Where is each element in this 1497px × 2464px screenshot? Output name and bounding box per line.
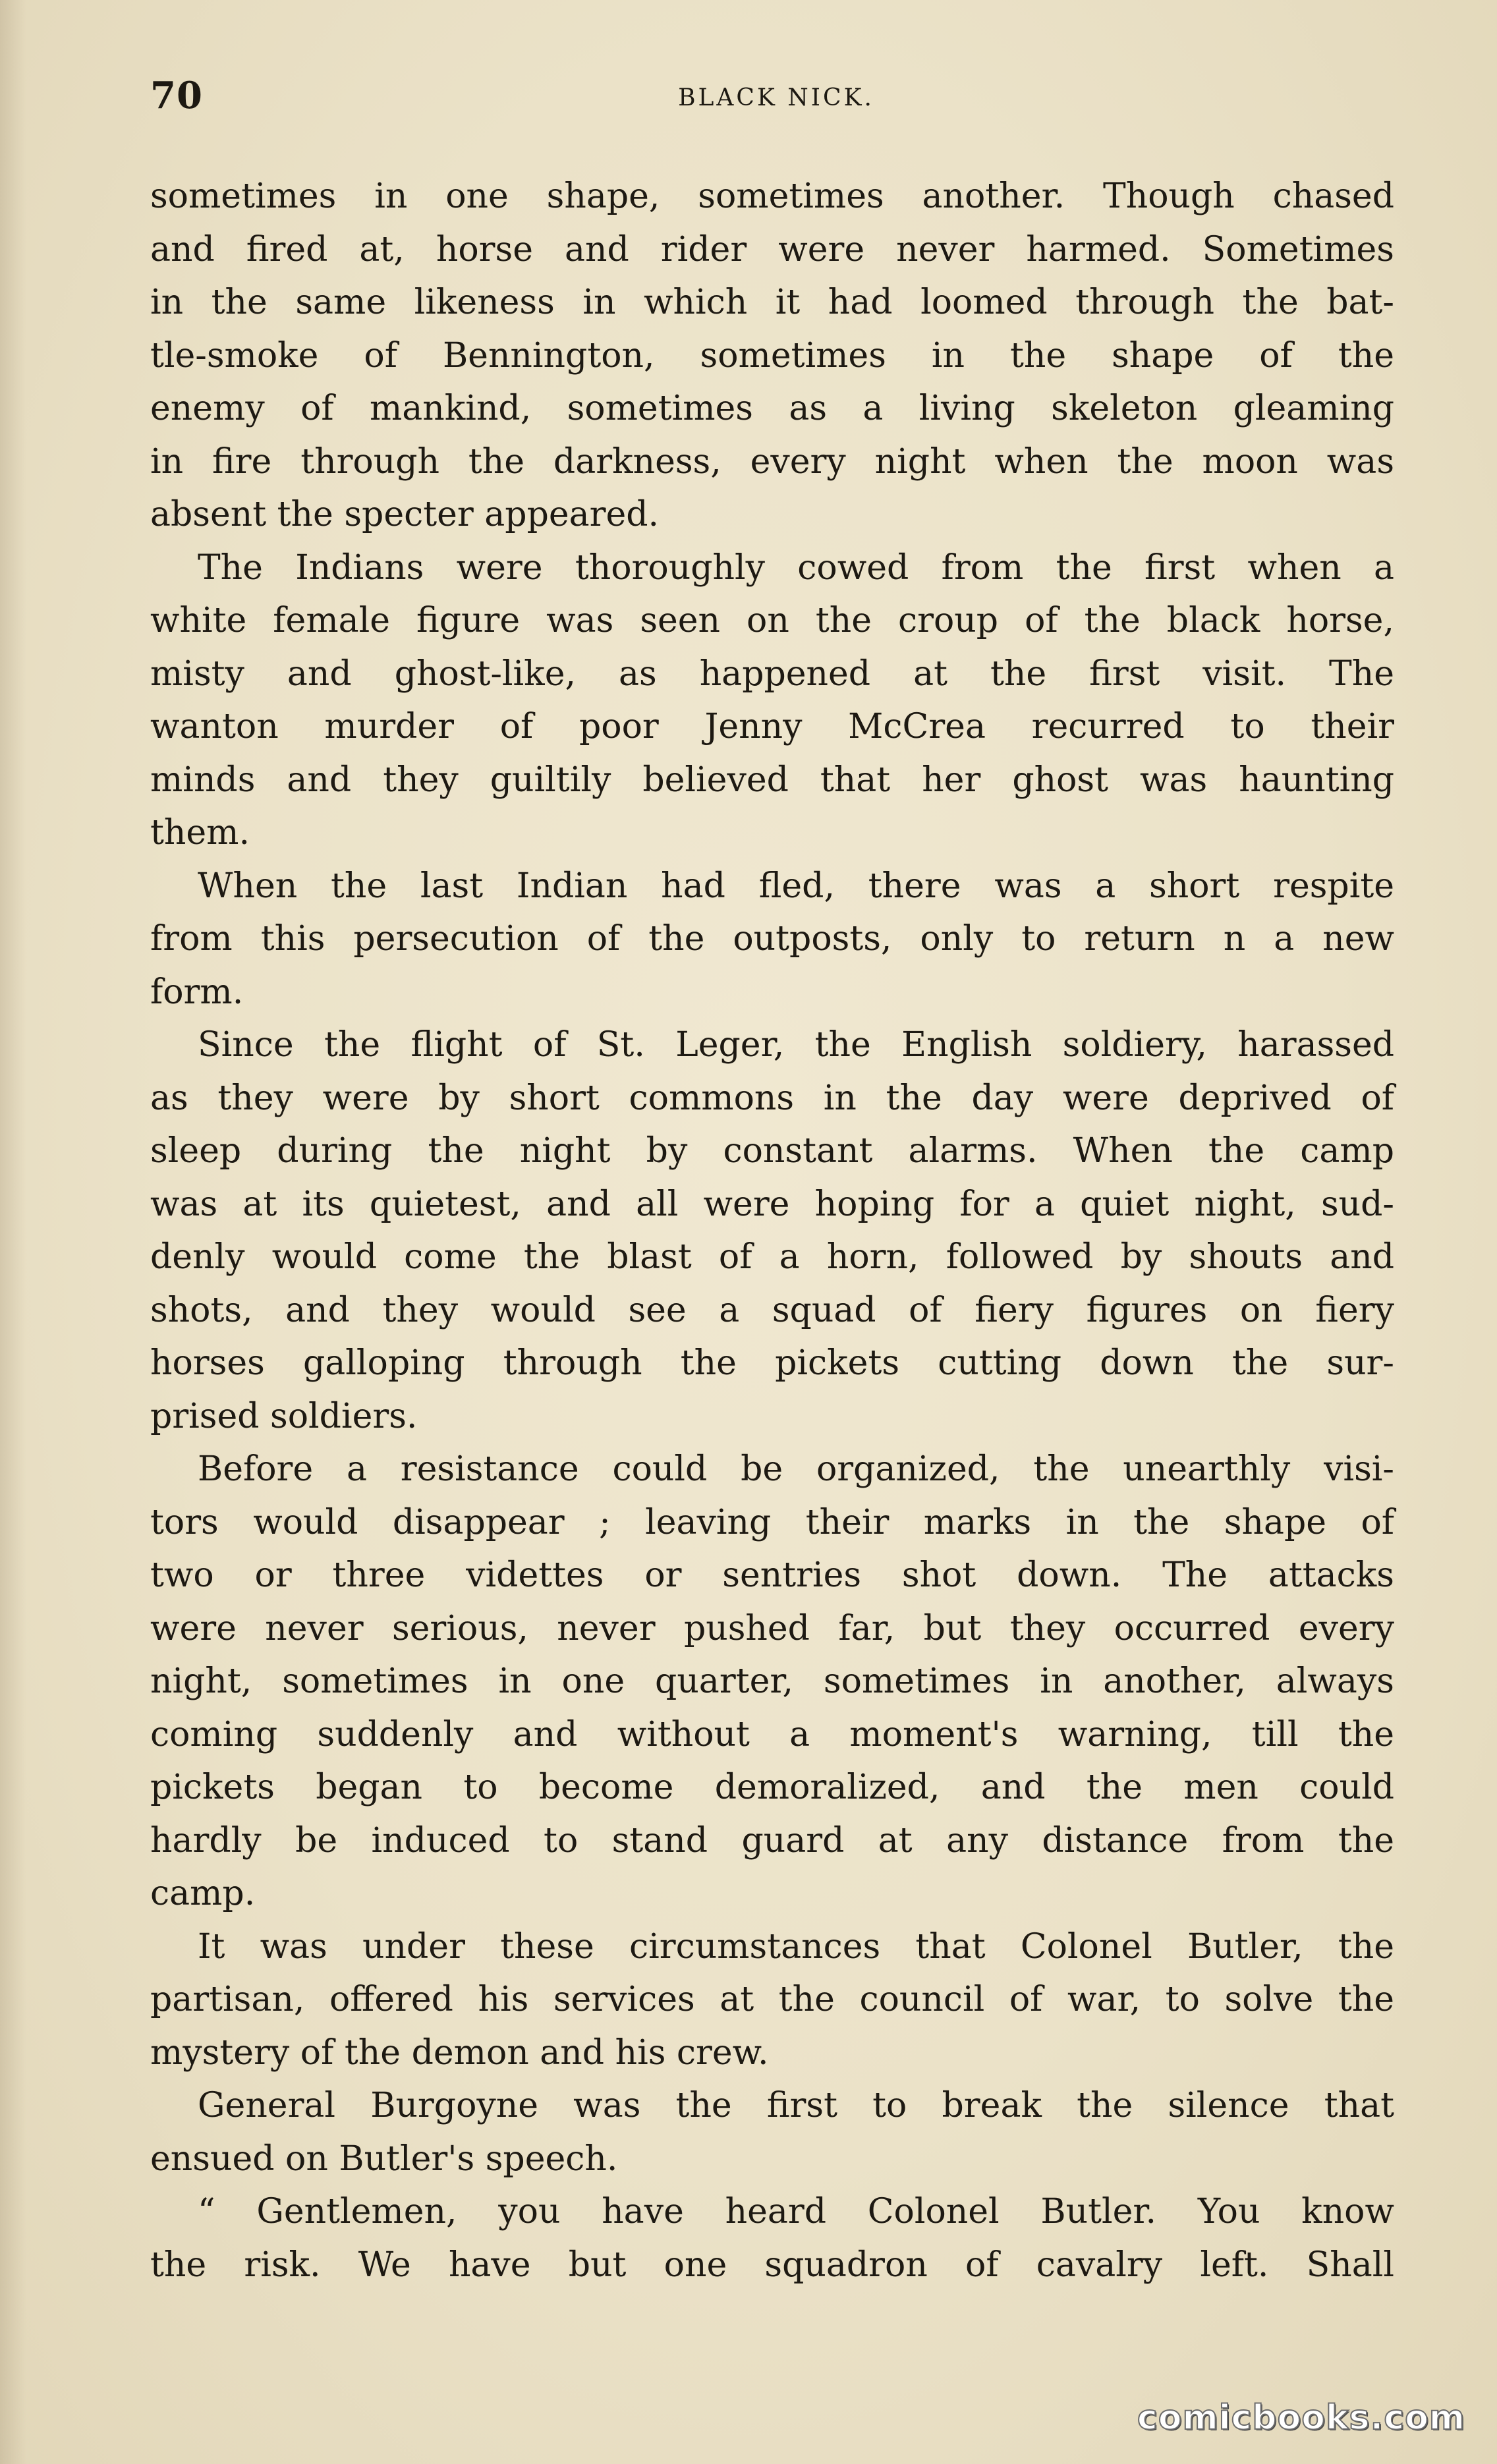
- text-line: white female figure was seen on the croup of the black horse,: [150, 601, 1394, 640]
- text-line: were never serious, never pushed far, but they occurred every: [150, 1608, 1394, 1648]
- text-line: mystery of the demon and his crew.: [150, 2032, 769, 2073]
- text-line: hardly be induced to stand guard at any distance from the: [150, 1820, 1394, 1861]
- text-line: It was under these circumstances that Colonel Butler, the: [198, 1926, 1394, 1967]
- text-line: form.: [150, 972, 244, 1012]
- text-line: shots, and they would see a squad of fiery figures on fiery: [150, 1290, 1394, 1330]
- body-text: [150, 170, 1394, 2291]
- text-line: from this persecution of the outposts, only to return n a new: [150, 919, 1394, 959]
- text-line: horses galloping through the pickets cutting down the sur-: [150, 1343, 1394, 1383]
- text-line: pickets began to become demoralized, and the men could: [150, 1768, 1394, 1807]
- text-line: Before a resistance could be organized, the unearthly visi-: [198, 1449, 1394, 1489]
- text-line: as they were by short commons in the day were deprived of: [150, 1078, 1394, 1118]
- text-line: tle-smoke of Bennington, sometimes in the shape of the: [150, 335, 1394, 376]
- text-line: Since the flight of St. Leger, the English soldiery, harassed: [198, 1025, 1394, 1065]
- text-line: coming suddenly and without a moment's warning, till the: [150, 1714, 1394, 1754]
- running-title: BLACK NICK.: [678, 84, 874, 111]
- text-line: sometimes in one shape, sometimes another. Though chased: [150, 177, 1394, 216]
- text-line: them.: [150, 813, 250, 853]
- page-header: [150, 74, 1402, 126]
- text-line: wanton murder of poor Jenny McCrea recurred to their: [150, 707, 1394, 746]
- text-line: denly would come the blast of a horn, followed by shouts and: [150, 1237, 1394, 1277]
- text-line: and fired at, horse and rider were never harmed. Sometimes: [150, 229, 1394, 269]
- text-line: partisan, offered his services at the council of war, to solve the: [150, 1980, 1394, 2019]
- text-line: absent the specter appeared.: [150, 495, 660, 534]
- text-line: the risk. We have but one squadron of cavalry left. Shall: [150, 2245, 1394, 2285]
- text-line: sleep during the night by constant alarms. When the camp: [150, 1131, 1394, 1171]
- text-line: prised soldiers.: [150, 1396, 418, 1436]
- text-line: night, sometimes in one quarter, sometimes in another, always: [150, 1662, 1394, 1701]
- text-line: in the same likeness in which it had loomed through the bat-: [150, 283, 1394, 322]
- text-line: tors would disappear ; leaving their marks in the shape of: [150, 1502, 1394, 1542]
- watermark: comicbooks.com: [1137, 2398, 1465, 2438]
- text-line: two or three videttes or sentries shot down. The attacks: [150, 1555, 1394, 1595]
- text-line: The Indians were thoroughly cowed from the first when a: [198, 547, 1394, 588]
- text-line: enemy of mankind, sometimes as a living skeleton gleaming: [150, 389, 1394, 428]
- text-line: minds and they guiltily believed that her ghost was haunting: [150, 760, 1394, 800]
- text-line: When the last Indian had fled, there was a short respite: [198, 866, 1394, 906]
- text-line: camp.: [150, 1874, 256, 1913]
- text-line: “ Gentlemen, you have heard Colonel Butler. You know: [198, 2192, 1394, 2231]
- text-line: General Burgoyne was the first to break the silence that: [198, 2086, 1394, 2125]
- text-line: was at its quietest, and all were hoping for a quiet night, sud-: [150, 1184, 1394, 1224]
- text-line: ensued on Butler's speech.: [150, 2139, 618, 2179]
- page-number: 70: [150, 74, 203, 117]
- text-line: in fire through the darkness, every night when the moon was: [150, 441, 1394, 482]
- text-line: misty and ghost-like, as happened at the first visit. The: [150, 654, 1394, 694]
